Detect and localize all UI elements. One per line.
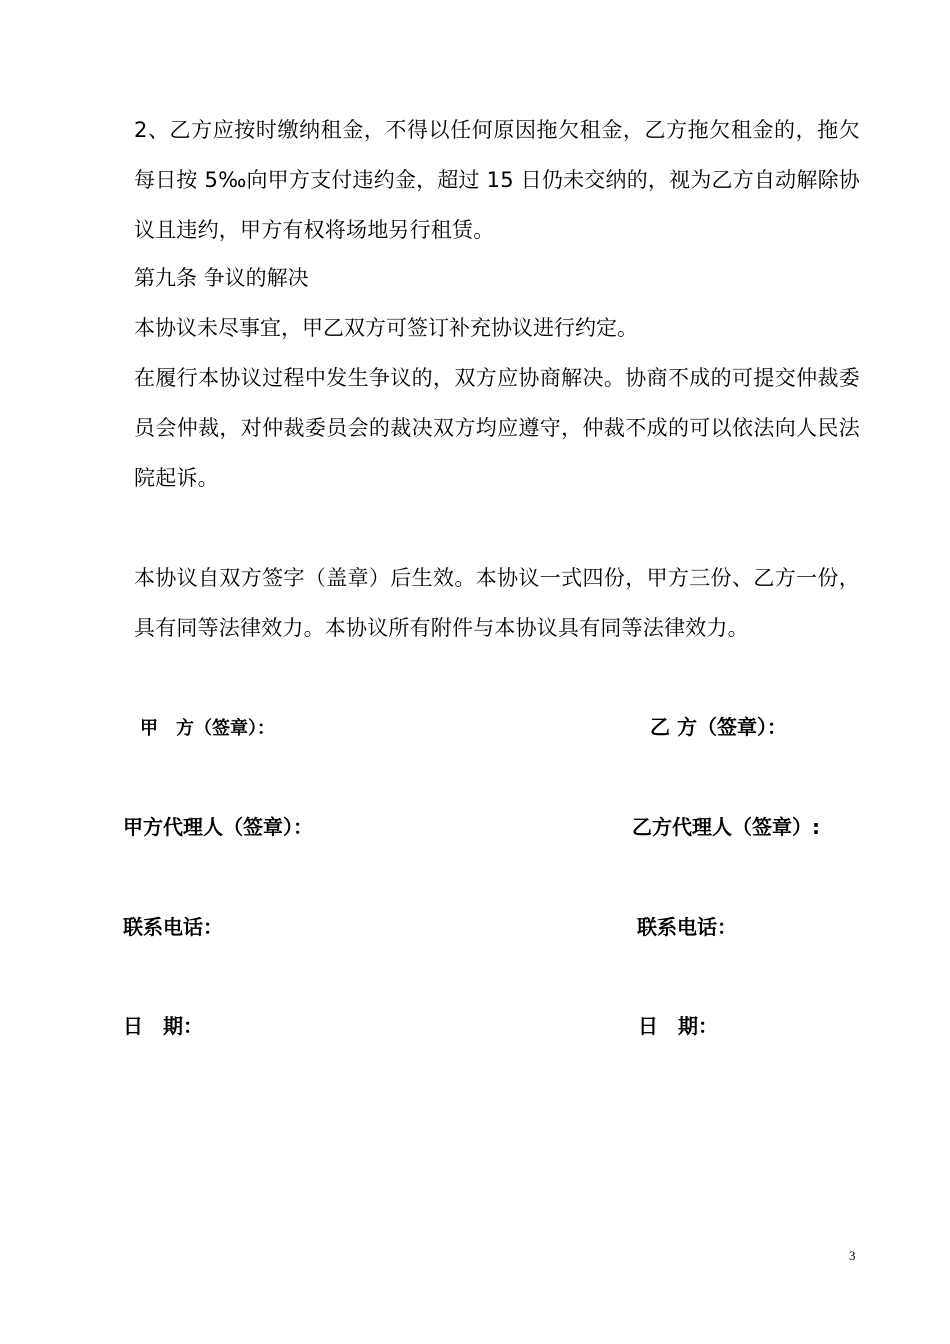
party-b-phone-label: 联系电话： <box>637 915 737 939</box>
effectiveness-paragraph: 本协议自双方签字（盖章）后生效。本协议一式四份，甲方三份、乙方一份，具有同等法律效力。本协议所有附件与本协议具有同等法律效力。 <box>134 566 860 640</box>
supplement-paragraph: 本协议未尽事宜，甲乙双方可签订补充协议进行约定。 <box>134 316 638 340</box>
party-b-seal-label: 乙 方（签章）： <box>650 715 787 739</box>
party-a-date-label: 日 期： <box>123 1014 203 1038</box>
party-b-agent-label: 乙方代理人（签章）: <box>632 815 820 839</box>
party-b-date-label: 日 期： <box>638 1014 718 1038</box>
party-a-agent-label: 甲方代理人（签章）： <box>123 815 313 839</box>
party-a-phone-label: 联系电话： <box>123 915 223 939</box>
party-a-seal-label: 甲 方（签章）： <box>140 718 275 739</box>
page-number: 3 <box>849 1248 856 1263</box>
dispute-resolution-paragraph: 在履行本协议过程中发生争议的，双方应协商解决。协商不成的可提交仲裁委员会仲裁，对仲裁委员会的裁决双方均应遵守，仲裁不成的可以依法向人民法院起诉。 <box>134 366 860 490</box>
article-9-heading: 第九条 争议的解决 <box>134 266 309 290</box>
clause-8-paragraph-2: 2、乙方应按时缴纳租金，不得以任何原因拖欠租金，乙方拖欠租金的，拖欠每日按 5‰向甲方支付违约金，超过 15 日仍未交纳的，视为乙方自动解除协议且违约，甲方有权将场地另行租赁。 <box>134 118 860 242</box>
